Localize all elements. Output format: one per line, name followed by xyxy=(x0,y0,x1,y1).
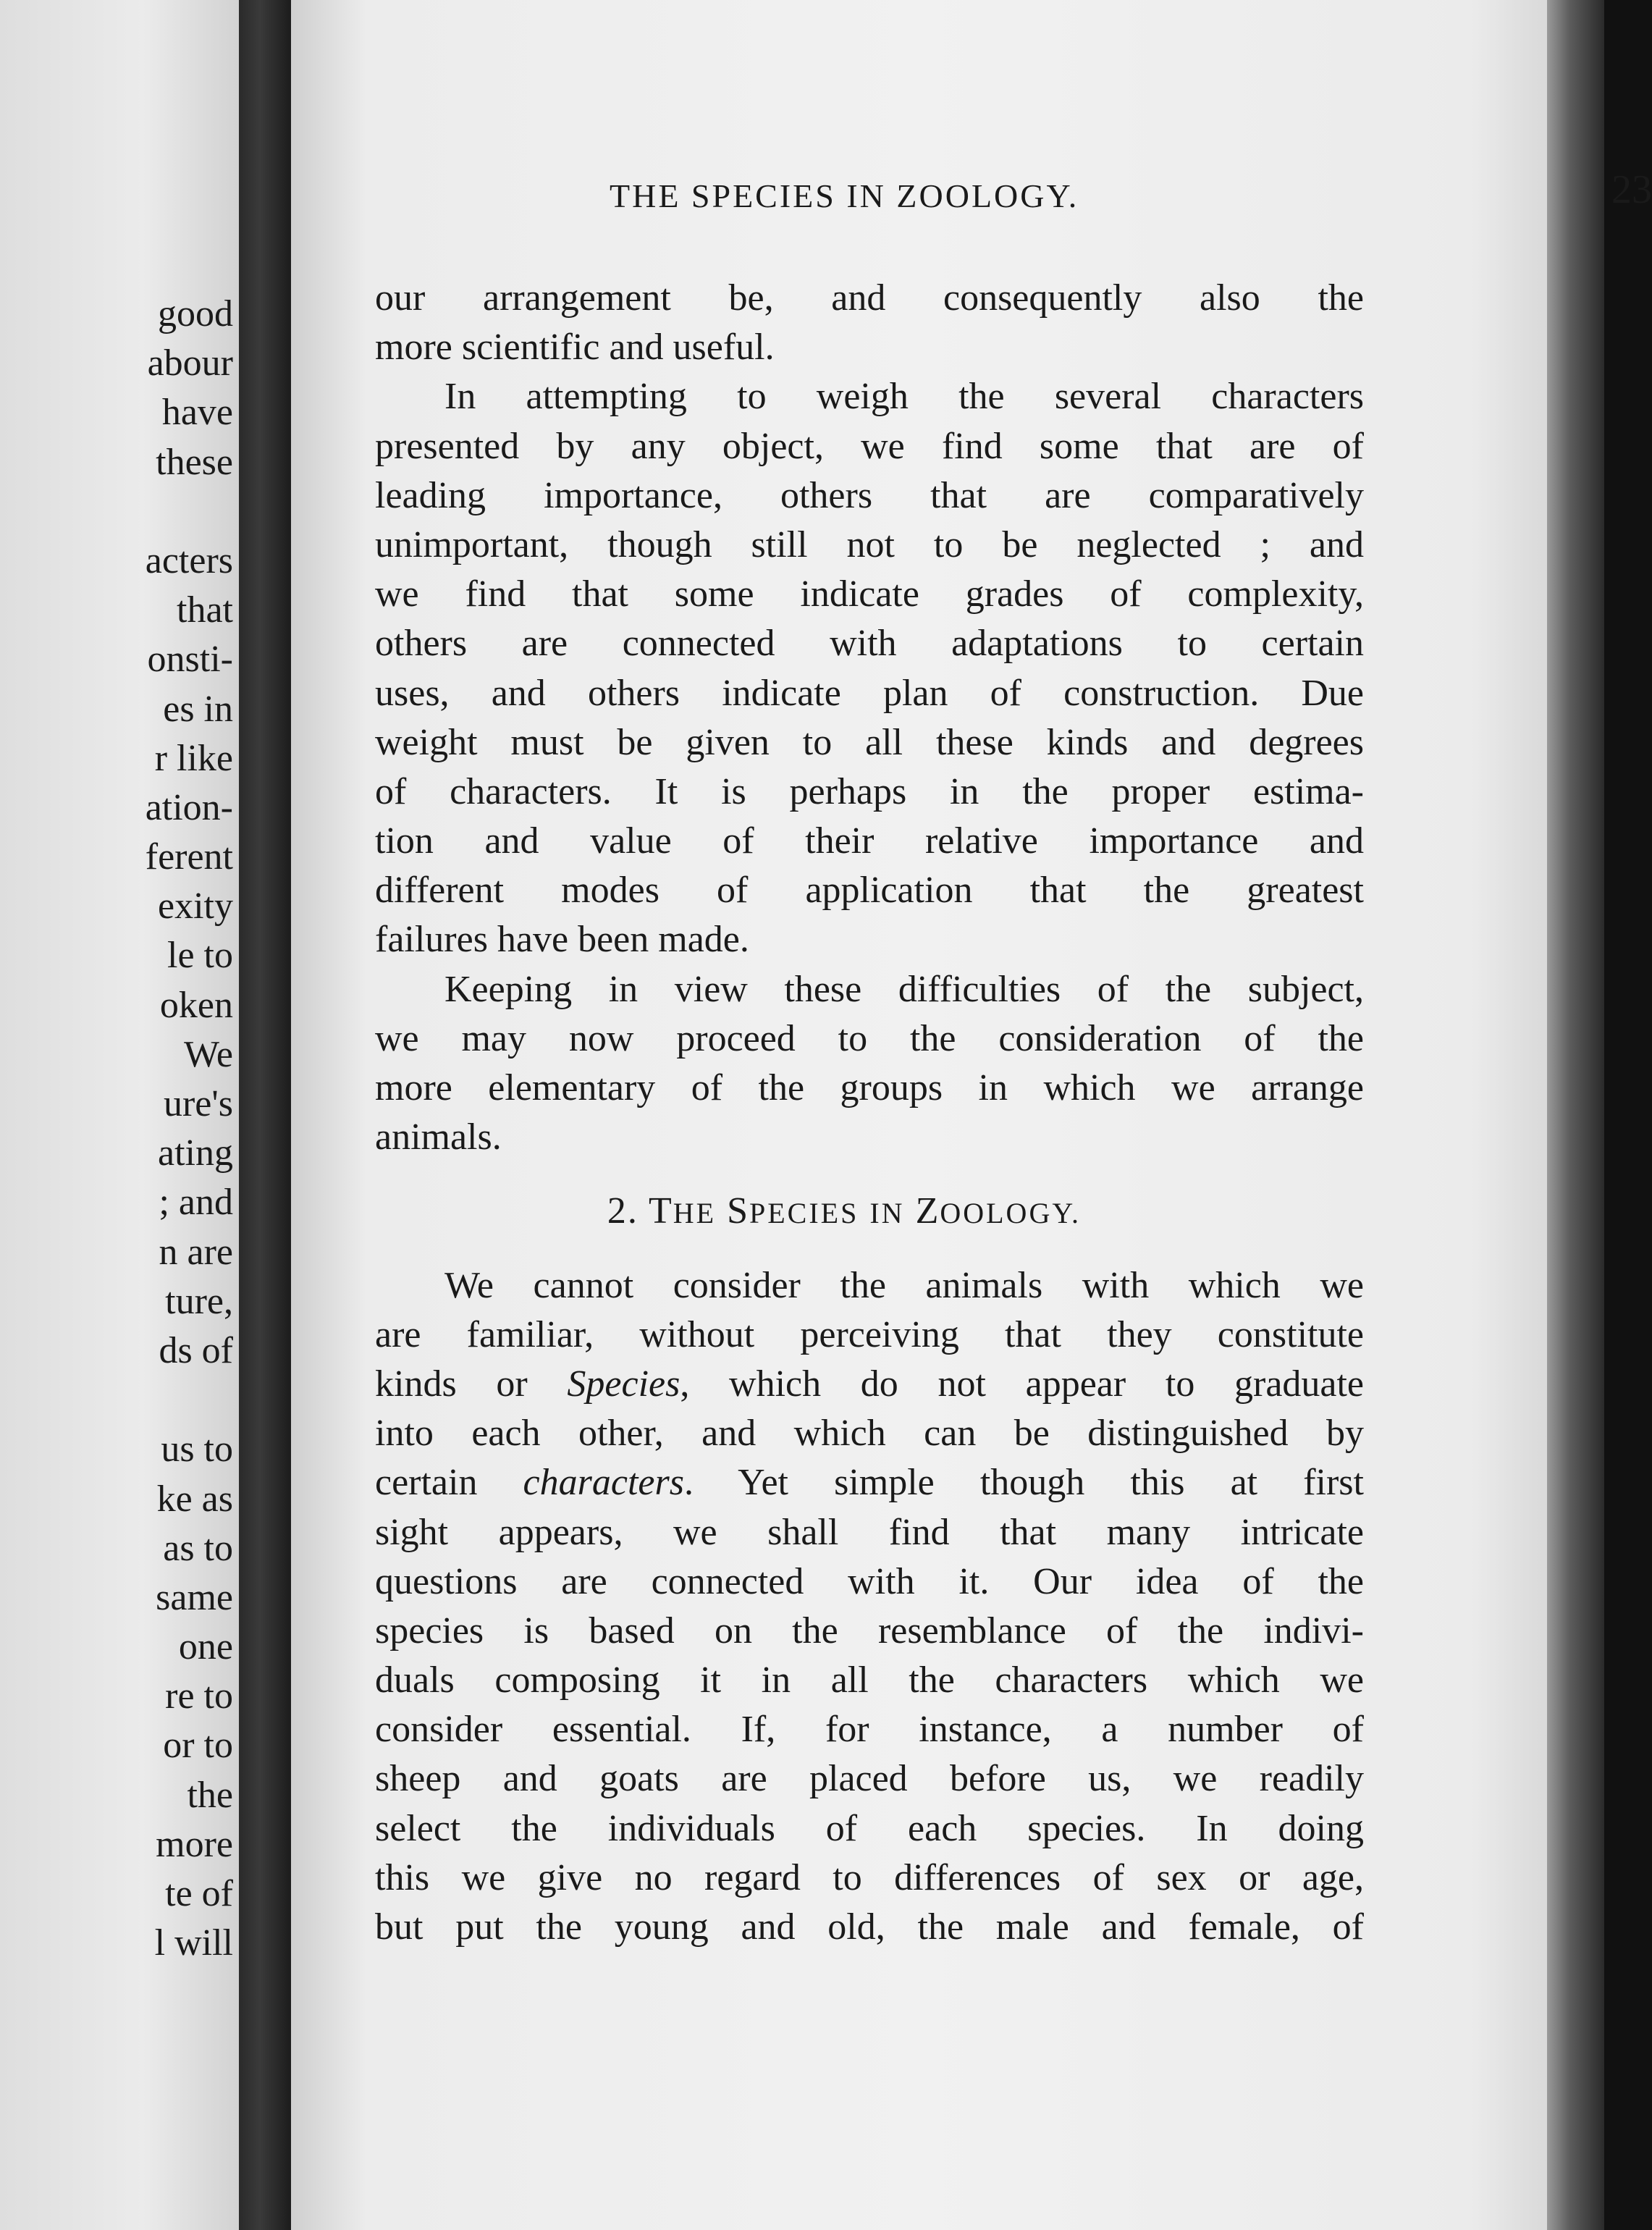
text-line: Keeping in view these difficulties of the subject, xyxy=(444,968,1364,1010)
previous-page-line: es in xyxy=(163,688,233,730)
previous-page-line: exity xyxy=(158,885,233,927)
page-edge xyxy=(1547,0,1604,2230)
previous-page-line: good xyxy=(158,293,233,334)
text-line: species is based on the resemblance of the indivi- xyxy=(375,1610,1364,1652)
text-line: our arrangement be, and consequently also the xyxy=(375,277,1364,319)
previous-page-line: ure's xyxy=(163,1083,233,1124)
previous-page-line: oken xyxy=(159,984,233,1026)
section-heading: 2. THE SPECIES IN ZOOLOGY. xyxy=(607,1190,1082,1232)
previous-page-line: same xyxy=(156,1576,233,1618)
text-line: sheep and goats are placed before us, we readily xyxy=(375,1758,1364,1800)
text-line: sight appears, we shall find that many intricate xyxy=(375,1511,1364,1553)
paragraph xyxy=(375,965,1364,1163)
running-head: THE SPECIES IN ZOOLOGY. xyxy=(610,177,1079,214)
text-line: but put the young and old, the male and female, of xyxy=(375,1906,1364,1948)
text-line: uses, and others indicate plan of construction. Due xyxy=(375,672,1364,714)
text-line: failures have been made. xyxy=(375,919,749,961)
text-line: of characters. It is perhaps in the proper estima- xyxy=(375,770,1364,812)
paragraph xyxy=(375,274,1364,372)
previous-page-line: these xyxy=(156,441,233,483)
previous-page-line: l will xyxy=(154,1922,233,1964)
text-line: leading importance, others that are comparatively xyxy=(375,474,1364,516)
previous-page-line: us to xyxy=(161,1429,233,1470)
text-line: tion and value of their relative importance and xyxy=(375,820,1364,862)
italic-term: Species xyxy=(567,1363,680,1405)
previous-page-line: acters xyxy=(145,539,233,581)
previous-page-line: ; and xyxy=(159,1182,233,1224)
text-line: In attempting to weigh the several characters xyxy=(444,376,1364,418)
previous-page-line: ating xyxy=(158,1132,233,1174)
page-number: 23 xyxy=(1611,167,1652,212)
previous-page-line: We xyxy=(184,1033,233,1075)
paragraph xyxy=(375,372,1364,964)
previous-page-line xyxy=(146,487,233,537)
previous-page-line: le to xyxy=(167,935,233,977)
previous-page-line: te of xyxy=(165,1873,233,1914)
book-gutter xyxy=(239,0,291,2230)
text-line: unimportant, though still not to be neglected ; and xyxy=(375,523,1364,565)
previous-page-line: ds of xyxy=(159,1329,233,1371)
previous-page-line: ferent xyxy=(145,836,233,878)
previous-page-line: one xyxy=(178,1626,233,1668)
text-line: animals. xyxy=(375,1116,502,1158)
text-line: presented by any object, we find some that are of xyxy=(375,425,1364,467)
text-line: kinds or Species, which do not appear to graduate xyxy=(375,1363,1365,1405)
text-line: select the individuals of each species. In doing xyxy=(375,1807,1364,1849)
previous-page-line: or to xyxy=(163,1725,233,1767)
previous-page-line: n are xyxy=(159,1231,233,1273)
previous-page-line: abour xyxy=(147,342,233,384)
previous-page-line: ation- xyxy=(145,786,233,828)
text-line: more elementary of the groups in which we arrange xyxy=(375,1067,1364,1108)
text-line: we find that some indicate grades of complexity, xyxy=(375,573,1364,615)
previous-page-line xyxy=(146,1376,233,1425)
previous-page-line: have xyxy=(161,392,233,434)
text-line: consider essential. If, for instance, a number of xyxy=(375,1709,1364,1751)
page-header xyxy=(610,167,1652,217)
previous-page-text xyxy=(146,290,233,1968)
text-line: we may now proceed to the consideration of the xyxy=(375,1017,1364,1059)
text-line: duals composing it in all the characters which we xyxy=(375,1659,1364,1701)
previous-page-line: r like xyxy=(154,737,233,779)
text-line: others are connected with adaptations to certain xyxy=(375,623,1364,665)
italic-term: characters xyxy=(523,1462,684,1504)
text-line: weight must be given to all these kinds and degrees xyxy=(375,721,1364,763)
previous-page-line: more xyxy=(156,1823,233,1865)
previous-page xyxy=(0,0,239,2230)
paragraph xyxy=(375,1261,1364,1953)
previous-page-line: re to xyxy=(165,1675,233,1717)
text-line: more scientific and useful. xyxy=(375,327,775,369)
previous-page-line: the xyxy=(187,1774,233,1816)
text-line: into each other, and which can be distinguished by xyxy=(375,1413,1364,1455)
body-text xyxy=(375,274,1364,1952)
text-line: different modes of application that the greatest xyxy=(375,870,1364,912)
text-line: are familiar, without perceiving that they constitute xyxy=(375,1313,1364,1355)
previous-page-line: onsti- xyxy=(147,639,233,681)
text-line: questions are connected with it. Our idea of the xyxy=(375,1560,1364,1602)
previous-page-line: that xyxy=(177,589,233,631)
previous-page-line: as to xyxy=(163,1527,233,1569)
text-line: We cannot consider the animals with which we xyxy=(444,1264,1364,1306)
previous-page-line: ture, xyxy=(165,1280,233,1322)
text-line: certain characters. Yet simple though this at first xyxy=(375,1462,1364,1504)
text-line: this we give no regard to differences of sex or age, xyxy=(375,1856,1364,1898)
previous-page-line: ke as xyxy=(156,1478,233,1520)
